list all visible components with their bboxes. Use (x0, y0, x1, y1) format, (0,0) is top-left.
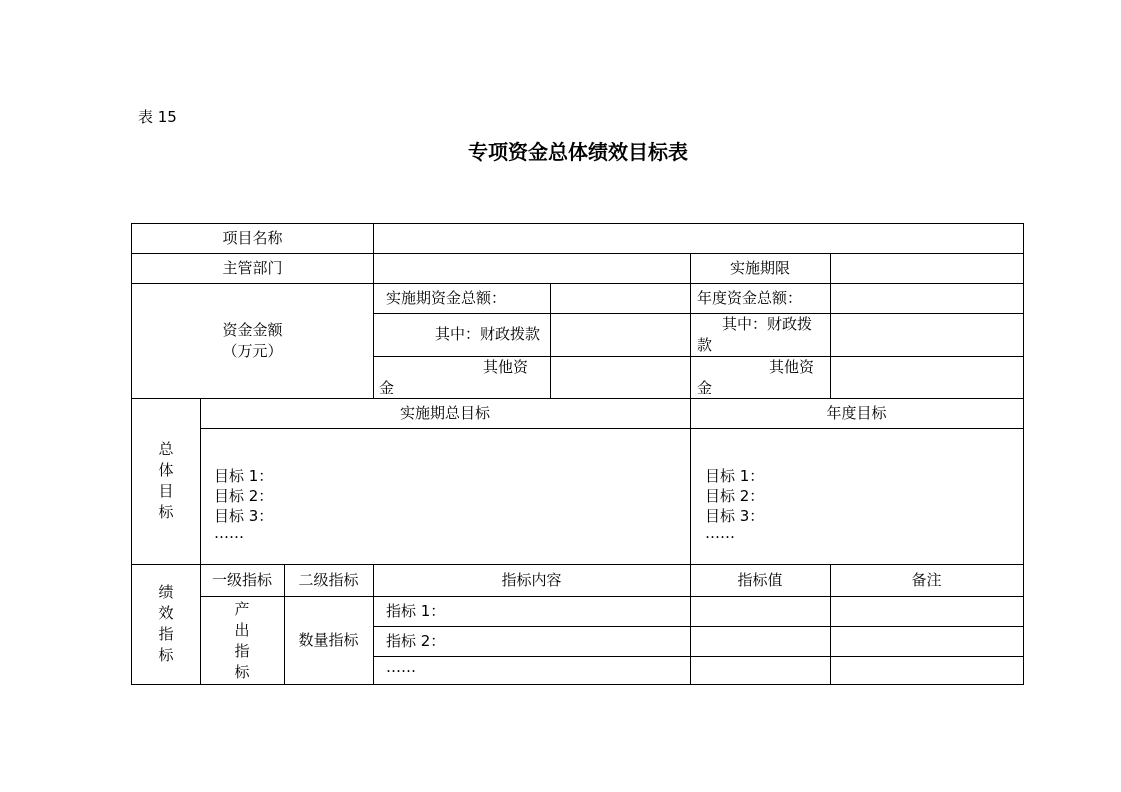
table-row: 指标 2： (386, 632, 446, 650)
remarks-header: 备注 (911, 571, 942, 589)
period-goals-header: 实施期总目标 (399, 404, 490, 422)
period-label: 实施期限 (729, 259, 790, 277)
other-funds-period-label: 其他资 (483, 358, 529, 376)
page-title: 专项资金总体绩效目标表 (468, 140, 688, 164)
quantity-indicator-label: 数量指标 (298, 631, 359, 649)
level1-header: 一级指标 (211, 571, 272, 589)
fiscal-allocation-period-label: 其中：财政拨款 (435, 325, 541, 343)
performance-side-label: 绩 效 指 标 (158, 583, 174, 664)
list-item: …… (705, 524, 735, 542)
funds-unit-label: （万元） (222, 342, 283, 360)
list-item: 目标 1： (214, 467, 274, 485)
list-item: …… (214, 524, 244, 542)
list-item: 目标 3： (705, 507, 765, 525)
overall-goals-side-label: 总 体 目 标 (158, 440, 174, 521)
output-indicator-label: 产 出 指 标 (234, 600, 250, 681)
list-item: 目标 1： (705, 467, 765, 485)
performance-goal-table (131, 223, 1024, 685)
content-header: 指标内容 (501, 571, 562, 589)
table-row: …… (386, 658, 416, 676)
annual-goals-list (705, 466, 764, 540)
project-name-label: 项目名称 (222, 229, 283, 247)
list-item: 目标 2： (214, 487, 274, 505)
other-funds-annual-label: 其他资 (769, 358, 815, 376)
fiscal-allocation-annual-label: 其中：财政拨 (722, 315, 813, 333)
annual-total-funds-label: 年度资金总额： (697, 289, 803, 307)
list-item: 目标 3： (214, 507, 274, 525)
period-goals-list (214, 466, 273, 540)
table-number: 表 15 (138, 108, 177, 126)
fiscal-allocation-annual-label-cont: 款 (697, 336, 713, 354)
department-label: 主管部门 (222, 259, 283, 277)
annual-goals-header: 年度目标 (826, 404, 887, 422)
value-header: 指标值 (737, 571, 783, 589)
table-row: 指标 1： (386, 602, 446, 620)
funds-label: 资金金额 (222, 321, 283, 339)
other-funds-period-label-cont: 金 (379, 379, 395, 397)
level2-header: 二级指标 (298, 571, 359, 589)
list-item: 目标 2： (705, 487, 765, 505)
other-funds-annual-label-cont: 金 (697, 379, 713, 397)
period-total-funds-label: 实施期资金总额： (386, 289, 507, 307)
